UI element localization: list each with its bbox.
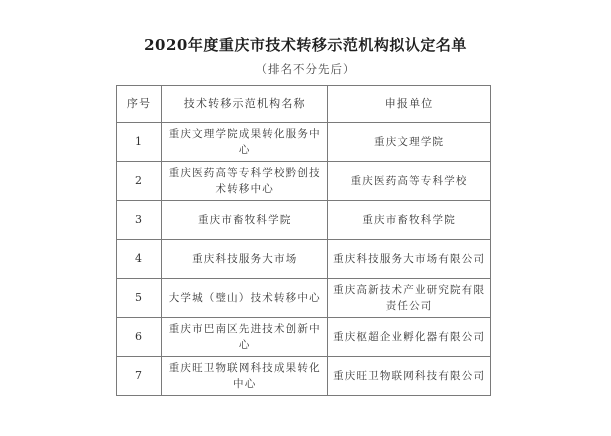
row-applicant-unit: 重庆文理学院: [328, 123, 491, 162]
row-applicant-unit: 重庆市畜牧科学院: [328, 201, 491, 240]
row-applicant-unit: 重庆医药高等专科学校: [328, 162, 491, 201]
row-institution-name: 大学城（璧山）技术转移中心: [162, 279, 328, 318]
row-applicant-unit: 重庆科技服务大市场有限公司: [328, 240, 491, 279]
institution-table: [116, 85, 491, 396]
row-serial-number: 1: [117, 123, 162, 162]
header-serial-number: 序号: [117, 86, 162, 123]
header-applicant-unit: 申报单位: [328, 86, 491, 123]
table-row: [117, 318, 491, 357]
table-row: [117, 162, 491, 201]
row-serial-number: 2: [117, 162, 162, 201]
row-institution-name: 重庆科技服务大市场: [162, 240, 328, 279]
row-applicant-unit: 重庆旺卫物联网科技有限公司: [328, 357, 491, 396]
table-row: [117, 201, 491, 240]
table-row: [117, 240, 491, 279]
row-institution-name: 重庆医药高等专科学校黔创技术转移中心: [162, 162, 328, 201]
row-serial-number: 5: [117, 279, 162, 318]
row-institution-name: 重庆市巴南区先进技术创新中心: [162, 318, 328, 357]
table-row: [117, 357, 491, 396]
table-row: [117, 123, 491, 162]
table-header-row: [117, 86, 491, 123]
row-institution-name: 重庆市畜牧科学院: [162, 201, 328, 240]
header-institution-name: 技术转移示范机构名称: [162, 86, 328, 123]
row-applicant-unit: 重庆枢超企业孵化器有限公司: [328, 318, 491, 357]
row-serial-number: 7: [117, 357, 162, 396]
row-serial-number: 4: [117, 240, 162, 279]
document-title: 2020年度重庆市技术转移示范机构拟认定名单: [144, 36, 467, 54]
document-subtitle: （排名不分先后）: [255, 62, 356, 76]
row-institution-name: 重庆文理学院成果转化服务中心: [162, 123, 328, 162]
row-serial-number: 3: [117, 201, 162, 240]
row-serial-number: 6: [117, 318, 162, 357]
row-institution-name: 重庆旺卫物联网科技成果转化中心: [162, 357, 328, 396]
table-row: [117, 279, 491, 318]
row-applicant-unit: 重庆高新技术产业研究院有限责任公司: [328, 279, 491, 318]
